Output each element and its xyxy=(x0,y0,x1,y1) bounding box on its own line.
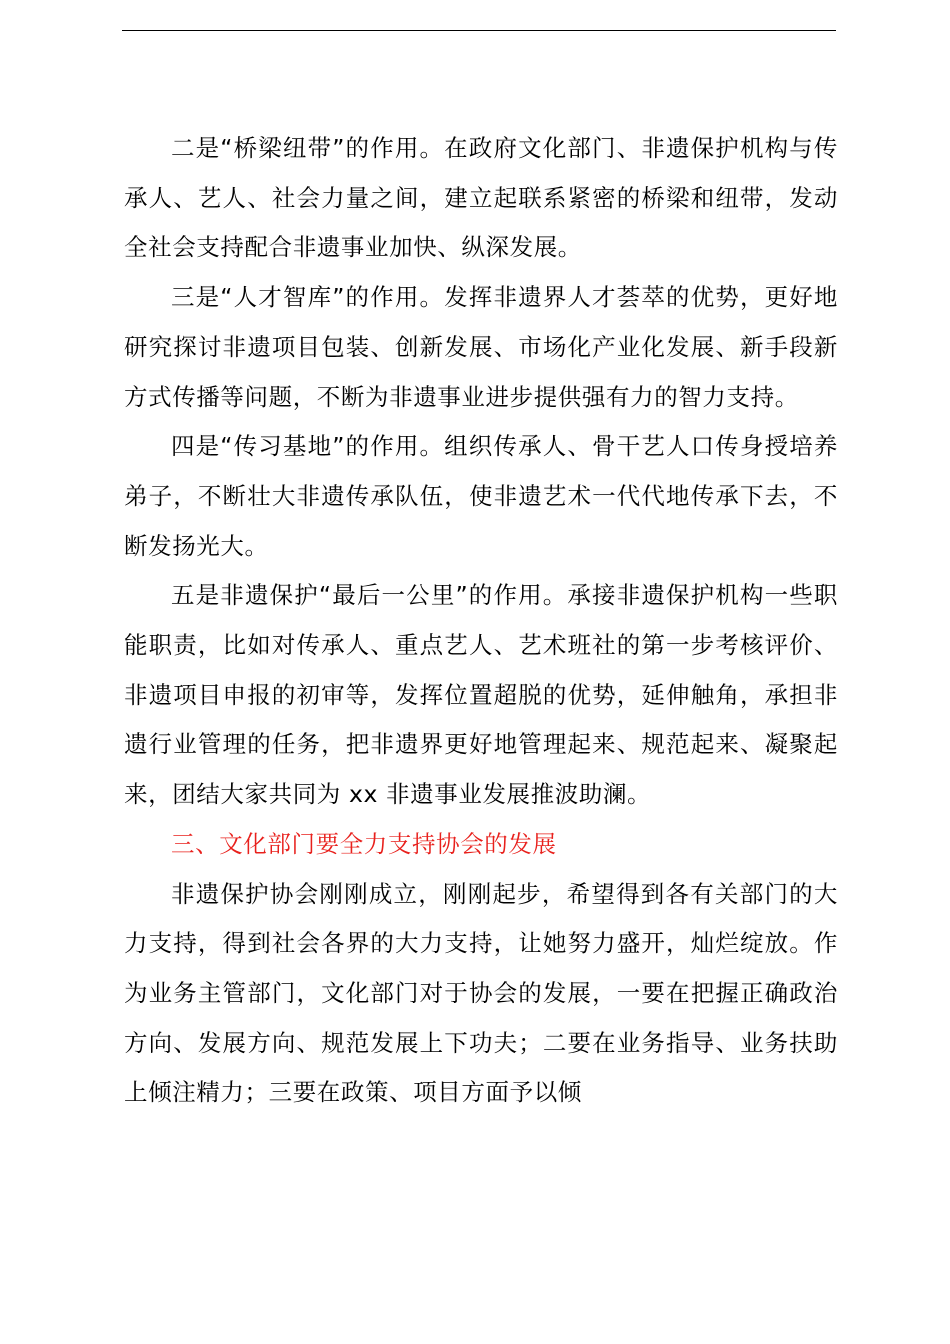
paragraph-talent-think-tank: 三是“人才智库”的作用。发挥非遗界人才荟萃的优势，更好地研究探讨非遗项目包装、创新发展、市场化产业化发展、新手段新方式传播等问题，不断为非遗事业进步提供强有力的智力支持。 xyxy=(124,283,838,411)
paragraph-department-support: 非遗保护协会刚刚成立，刚刚起步，希望得到各有关部门的大力支持，得到社会各界的大力支持，让她努力盛开，灿烂绽放。作为业务主管部门，文化部门对于协会的发展，一要在把握正确政治方向、发展方向、规范发展上下功夫；二要在业务指导、业务扶助上倾注精力；三要在政策、项目方面予以倾 xyxy=(124,879,838,1107)
paragraph-bridge-role: 二是“桥梁纽带”的作用。在政府文化部门、非遗保护机构与传承人、艺人、社会力量之间，建立起联系紧密的桥梁和纽带，发动全社会支持配合非遗事业加快、纵深发展。 xyxy=(124,134,838,262)
section-heading: 三、文化部门要全力支持协会的发展 xyxy=(171,829,557,858)
document-body xyxy=(124,124,838,1118)
paragraph-last-mile: 五是非遗保护“最后一公里”的作用。承接非遗保护机构一些职能职责，比如对传承人、重点艺人、艺术班社的第一步考核评价、非遗项目申报的初审等，发挥位置超脱的优势，延伸触角，承担非遗行业管理的任务，把非遗界更好地管理起来、规范起来、凝聚起来，团结大家共同为 xx 非遗事业发展推波助澜。 xyxy=(124,581,838,809)
header-rule xyxy=(122,30,836,31)
paragraph-training-base: 四是“传习基地”的作用。组织传承人、骨干艺人口传身授培养弟子，不断壮大非遗传承队伍，使非遗艺术一代代地传承下去，不断发扬光大。 xyxy=(124,432,838,560)
